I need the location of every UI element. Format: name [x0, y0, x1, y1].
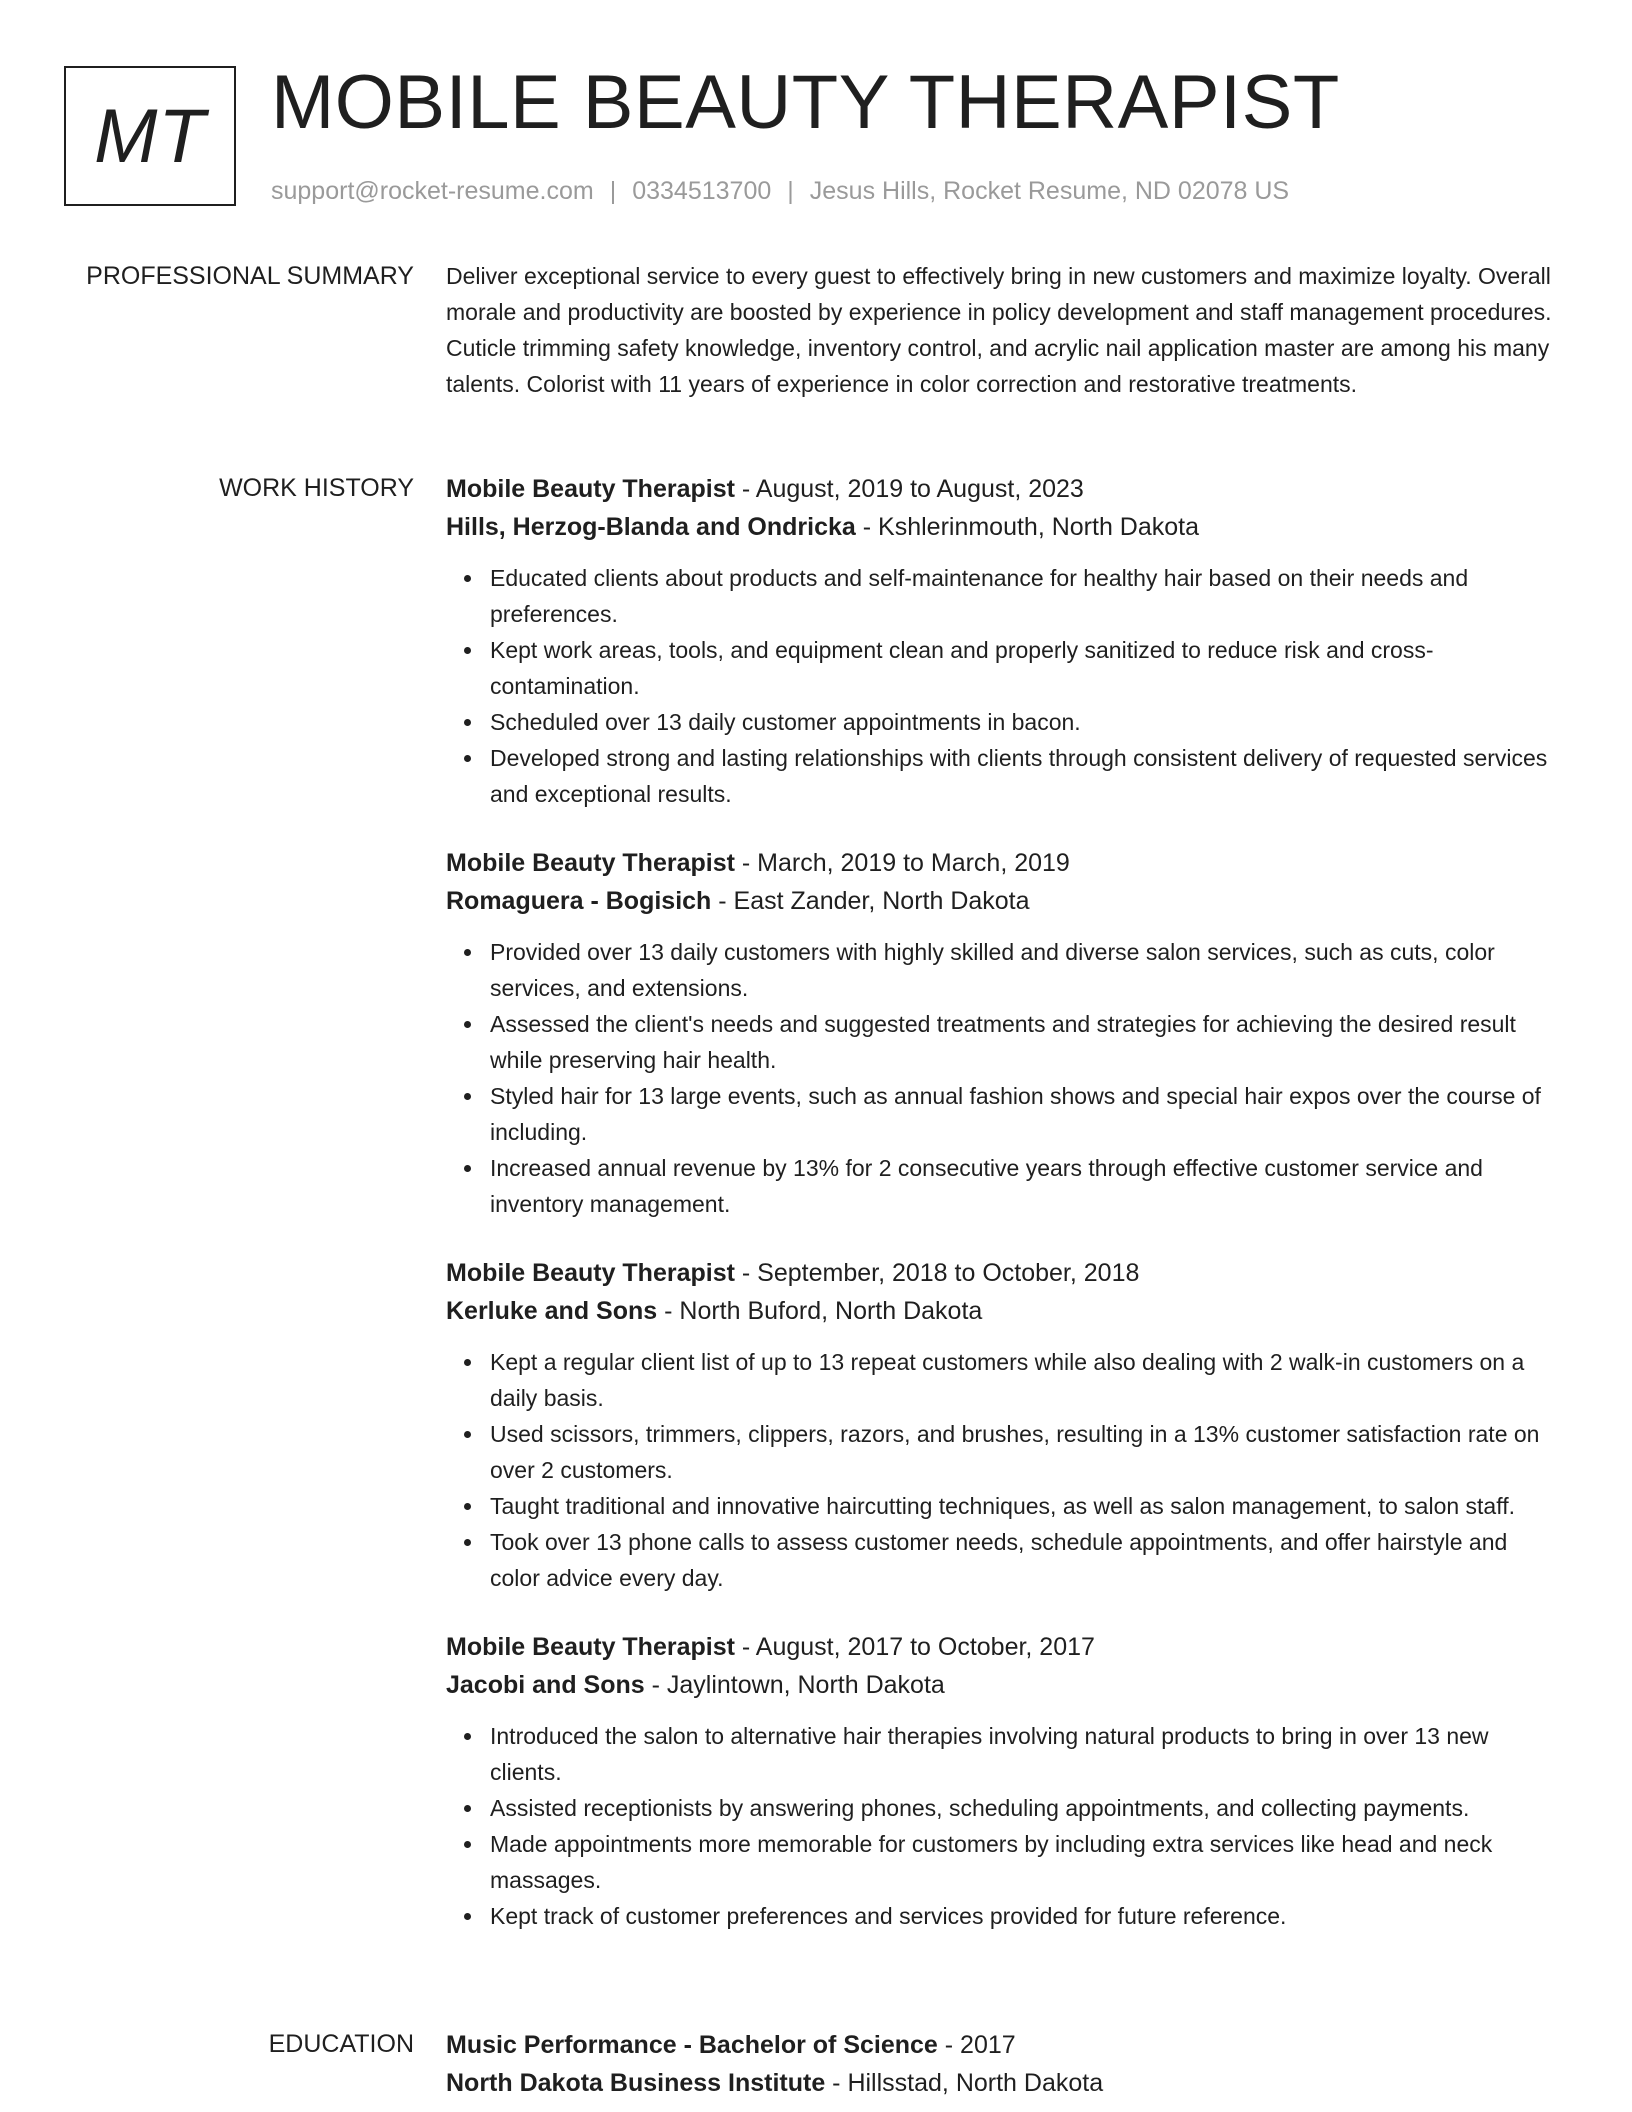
job-bullet: Kept a regular client list of up to 13 repeat customers while also dealing with 2 walk-in customers on a daily basis.: [490, 1344, 1562, 1416]
summary-text: Deliver exceptional service to every guest to effectively bring in new customers and maximize loyalty. Overall morale and productivity are boosted by experience in policy development and staff management procedures. Cuticle trimming safety knowledge, inventory control, and acrylic nail application master are among his many talents. Colorist with 11 years of experience in color correction and restorative treatments.: [446, 263, 1552, 397]
contact-separator: |: [609, 177, 617, 205]
job-bullet: Styled hair for 13 large events, such as annual fashion shows and special hair expos over the course of including.: [490, 1078, 1562, 1150]
job-location: - East Zander, North Dakota: [711, 887, 1030, 915]
job-title: Mobile Beauty Therapist: [446, 1633, 735, 1661]
job-dates: - March, 2019 to March, 2019: [734, 849, 1070, 877]
contact-phone: 0334513700: [632, 177, 772, 205]
job-bullet: Introduced the salon to alternative hair therapies involving natural products to bring in over 13 new clients.: [490, 1718, 1562, 1790]
education-school-line: [446, 2064, 1562, 2102]
job-location: - North Buford, North Dakota: [657, 1297, 983, 1325]
job-entry: [446, 1254, 1562, 1596]
monogram-logo: MT: [64, 66, 236, 206]
job-company-line: [446, 882, 1562, 920]
job-company-line: [446, 1292, 1562, 1330]
job-bullet: Kept track of customer preferences and services provided for future reference.: [490, 1898, 1562, 1934]
job-company: Kerluke and Sons: [446, 1297, 658, 1325]
job-title-line: [446, 844, 1562, 882]
job-bullets: [446, 560, 1562, 812]
contact-separator: |: [787, 177, 794, 205]
job-bullet: Developed strong and lasting relationships with clients through consistent delivery of requested services and exceptional results.: [490, 740, 1562, 812]
job-bullet: Assessed the client's needs and suggested treatments and strategies for achieving the desired result while preserving hair health.: [490, 1006, 1562, 1078]
education-entry: [446, 2026, 1562, 2102]
job-company: Romaguera - Bogisich: [446, 887, 712, 915]
job-company-line: [446, 1666, 1562, 1704]
job-location: - Jaylintown, North Dakota: [644, 1671, 945, 1699]
job-bullet: Used scissors, trimmers, clippers, razors, and brushes, resulting in a 13% customer satisfaction rate on over 2 customers.: [490, 1416, 1562, 1488]
job-bullet: Took over 13 phone calls to assess customer needs, schedule appointments, and offer hairstyle and color advice every day.: [490, 1524, 1562, 1596]
job-bullet: Educated clients about products and self-maintenance for healthy hair based on their needs and preferences.: [490, 560, 1562, 632]
job-bullet: Assisted receptionists by answering phones, scheduling appointments, and collecting payments.: [490, 1790, 1562, 1826]
job-title-line: [446, 470, 1562, 508]
job-bullet: Kept work areas, tools, and equipment clean and properly sanitized to reduce risk and cross-contamination.: [490, 632, 1562, 704]
job-bullet: Scheduled over 13 daily customer appointments in bacon.: [490, 704, 1562, 740]
job-company-line: [446, 508, 1562, 546]
education-heading: EDUCATION: [268, 2030, 414, 2058]
job-dates: - August, 2019 to August, 2023: [734, 475, 1084, 503]
job-title-line: [446, 1628, 1562, 1666]
job-bullet: Taught traditional and innovative haircutting techniques, as well as salon management, to salon staff.: [490, 1488, 1562, 1524]
job-bullets: [446, 1344, 1562, 1596]
job-entry: [446, 470, 1562, 812]
education-year: - 2017: [937, 2031, 1016, 2059]
job-location: - Kshlerinmouth, North Dakota: [855, 513, 1200, 541]
page-title: MOBILE BEAUTY THERAPIST: [271, 60, 1340, 145]
education-degree-line: [446, 2026, 1562, 2064]
job-bullet: Made appointments more memorable for customers by including extra services like head and neck massages.: [490, 1826, 1562, 1898]
job-bullets: [446, 934, 1562, 1222]
job-dates: - August, 2017 to October, 2017: [734, 1633, 1095, 1661]
job-entry: [446, 844, 1562, 1222]
education-location: - Hillsstad, North Dakota: [825, 2069, 1104, 2097]
work-history-heading: WORK HISTORY: [219, 474, 414, 502]
education-degree: Music Performance - Bachelor of Science: [446, 2031, 938, 2059]
job-title-line: [446, 1254, 1562, 1292]
contact-line: [271, 174, 1289, 208]
job-title: Mobile Beauty Therapist: [446, 849, 735, 877]
job-entry: [446, 1628, 1562, 1934]
job-bullets: [446, 1718, 1562, 1934]
work-history-list: [446, 470, 1562, 1966]
job-title: Mobile Beauty Therapist: [446, 1259, 735, 1287]
job-bullet: Increased annual revenue by 13% for 2 consecutive years through effective customer service and inventory management.: [490, 1150, 1562, 1222]
contact-email: support@rocket-resume.com: [271, 177, 594, 205]
job-bullet: Provided over 13 daily customers with highly skilled and diverse salon services, such as cuts, color services, and extensions.: [490, 934, 1562, 1006]
job-dates: - September, 2018 to October, 2018: [734, 1259, 1140, 1287]
summary-heading: PROFESSIONAL SUMMARY: [86, 262, 414, 290]
contact-address: Jesus Hills, Rocket Resume, ND 02078 US: [809, 177, 1290, 205]
job-company: Jacobi and Sons: [446, 1671, 645, 1699]
job-company: Hills, Herzog-Blanda and Ondricka: [446, 513, 856, 541]
job-title: Mobile Beauty Therapist: [446, 475, 735, 503]
education-school: North Dakota Business Institute: [446, 2069, 826, 2097]
